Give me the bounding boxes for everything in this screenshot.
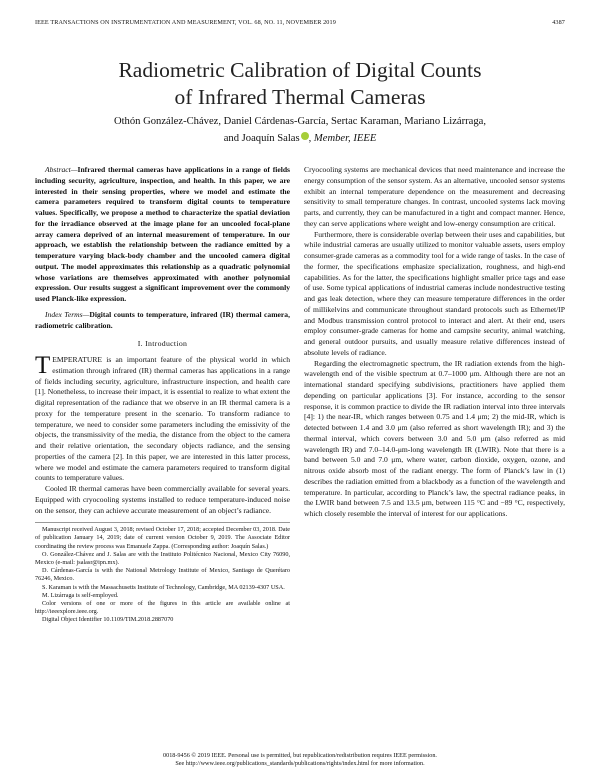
author-name: and Joaquín Salas (223, 133, 300, 144)
title-line-1: Radiometric Calibration of Digital Counts (118, 58, 482, 82)
abstract-label: Abstract— (45, 165, 78, 174)
page-number: 4387 (552, 19, 565, 26)
running-header (35, 19, 565, 31)
left-column (35, 165, 290, 625)
copyright-line: 0018-9456 © 2019 IEEE. Personal use is permitted, but republication/redistribution requires IEEE permission. (163, 752, 437, 759)
intro-paragraph-2: Cooled IR thermal cameras have been commercially available for several years. Equipped with cryocooling systems installed to reduce temperature-induced noise on the sensor, they can achieve accurate measurement of an object’s radiance. (35, 484, 290, 515)
intro-paragraph-1-text: EMPERATURE is an important feature of the physical world in which estimation through infrared (IR) thermal cameras has applications in a range of fields including security, agriculture, infrastructure inspection, and health care [1]. Nonetheless, to increase their impact, it is essential to realize to what extent the digital representation of the radiance that we observe in an IR thermal camera is a proxy for the temperature present in the scenario. To transform radiance to temperature, we need to consider some parameters including the emissivity of the objects, the transmissivity of the media, the distance from the object to the camera and their relative orientation, the secondary objects radiance, and the sensing properties of the camera [2]. In this paper, we are interested in this latter process, where we model and estimate the camera parameters required to transform digital counts to temperature values. (35, 355, 290, 483)
journal-name: IEEE TRANSACTIONS ON INSTRUMENTATION AND MEASUREMENT, VOL. 68, NO. 11, NOVEMBER 2019 (35, 19, 336, 26)
author-membership: , Member, IEEE (308, 133, 377, 144)
footnote-affiliation-2: D. Cárdenas-García is with the National Metrology Institute of Mexico, Santiago de Querétaro 76246, Mexico. (35, 567, 290, 583)
intro-paragraph-1 (35, 352, 290, 484)
title-line-2: of Infrared Thermal Cameras (174, 85, 426, 109)
orcid-icon[interactable] (301, 132, 309, 140)
right-column (304, 165, 565, 520)
index-terms-text: Digital counts to temperature, infrared (IR) thermal camera, radiometric calibration. (35, 309, 290, 330)
drop-cap: T (35, 352, 51, 379)
abstract-text: Infrared thermal cameras have applications in a range of fields including security, agriculture, inspection, and health. In this paper, we are interested in their sensing properties, where we model and estimate the camera parameters required to transform digital counts to temperature values. Specifically, we propose a method to characterize the spatial deviation for the irradiance observed at the image plane for an uncooled focal-plane array camera deprived of an internal measurement of temperature. In our approach, we establish the relationship between the radiance emitted by a temperature varying black-body chamber and the uncooled camera digital output. The model approximates this relationship as a quadratic polynomial whose variations are themselves approximated with another polynomial expression. Our results suggest a significant improvement over the commonly used Planck-like expression. (35, 165, 290, 303)
footnote-color-versions: Color versions of one or more of the figures in this article are available online at http://ieeexplore.ieee.org. (35, 600, 290, 616)
footnotes (35, 522, 290, 624)
rights-link[interactable]: See http://www.ieee.org/publications_standards/publications/rights/index.html for more information. (175, 760, 425, 767)
abstract (35, 165, 290, 305)
section-heading: I. Introduction (137, 339, 188, 349)
footnote-manuscript: Manuscript received August 3, 2018; revised October 17, 2018; accepted December 03, 2018. Date of publication January 14, 2019; date of current version October 9, 2019. The Associate Editor coordinating the review process was Emanuele Zappa. (Corresponding author: Joaquín Salas.) (35, 526, 290, 550)
authors-line-2 (60, 130, 540, 147)
index-terms (35, 310, 290, 332)
copyright-footer (40, 752, 560, 768)
right-paragraph-2: Furthermore, there is considerable overlap between their uses and capabilities, but while industrial cameras are usually utilized to monitor valuable assets, users employ consumer-grade cameras as a commodity tool for a wide range of tasks. In the case of the former, the specifications emphasize specialization, roughness, and high-end capabilities. As for the latter, the specifications highlight smaller price tags and ease of use. Some typical applications of industrial cameras include nondestructive testing and gas leak detection, where they can measure temperature differences in the order of millikelvins and communicate throughout standard protocols such as Ethernet/IP and Modbus transmission control protocol to interact and alert. At their end, users employ consumer-grade cameras for home and campsite security, animal watching, and general outdoor pursuits, and usually measure relative differences instead of absolute levels of radiance. (304, 229, 565, 357)
paper-title (40, 57, 560, 111)
footnote-affiliation-1: O. González-Chávez and J. Salas are with the Instituto Politécnico Nacional, Mexico City 76090, Mexico (e-mail: jsalasr@ipn.mx). (35, 550, 290, 567)
right-paragraph-1: Cryocooling systems are mechanical devices that need maintenance and increase the energy consumption of the sensor system. As an alternative, uncooled sensor systems exhibit an internal temperature dependence on the measurement and decreasing sensitivity to small temperature changes. In contrast, uncooled systems lack moving parts, and currently, they can be manufactured in a tight and compact manner. Hence, they can serve applications where weight and low-energy consumption are critical. (304, 165, 565, 228)
authors-line-1: Othón González-Chávez, Daniel Cárdenas-García, Sertac Karaman, Mariano Lizárraga, (113, 116, 487, 127)
index-terms-label: Index Terms— (45, 309, 90, 319)
author-list (60, 113, 540, 147)
right-paragraph-3: Regarding the electromagnetic spectrum, the IR radiation extends from the high-wavelength end of the visible spectrum at 0.7–1000 μm. Although there are not an international standard specifying subdivisions, practitioners have applied them depending on particular applications [3]. For instance, according to the sensor response, it is common practice to divide the IR radiation interval into three intervals [4]: 1) the near-IR, which ranges between 0.75 and 1.4 μm; 2) the mid-IR, which is detected between 1.4 and 3.0 μm (also referred as short wavelength IR); and 3) the thermal interval, which covers between 3.0 and 5.0 μm (also referred as mid wavelength IR) and 7.0–14.0-μm-long wavelength IR (LWIR). Note that there is a band between 5.0 and 7.0 μm, where water, carbon dioxide, oxygen, ozone, and nitrous oxide absorb most of the radiant energy. The form of Planck’s law in (1) describes the radiation emitted from a blackbody as a function of the wavelength and temperature. In particular, according to Planck’s law, the spectral radiance peaks, in the LWIR band between 7.5 and 13.5 μm, between 115 °C and −89 °C, respectively, which closely resemble the interval of interest for our applications. (304, 358, 565, 518)
footnote-affiliation-3: S. Karaman is with the Massachusetts Institute of Technology, Cambridge, MA 02139-4307 USA. (42, 583, 285, 591)
footnote-affiliation-4: M. Lizárraga is self-employed. (42, 591, 119, 599)
footnote-doi: Digital Object Identifier 10.1109/TIM.2018.2887070 (42, 616, 174, 624)
